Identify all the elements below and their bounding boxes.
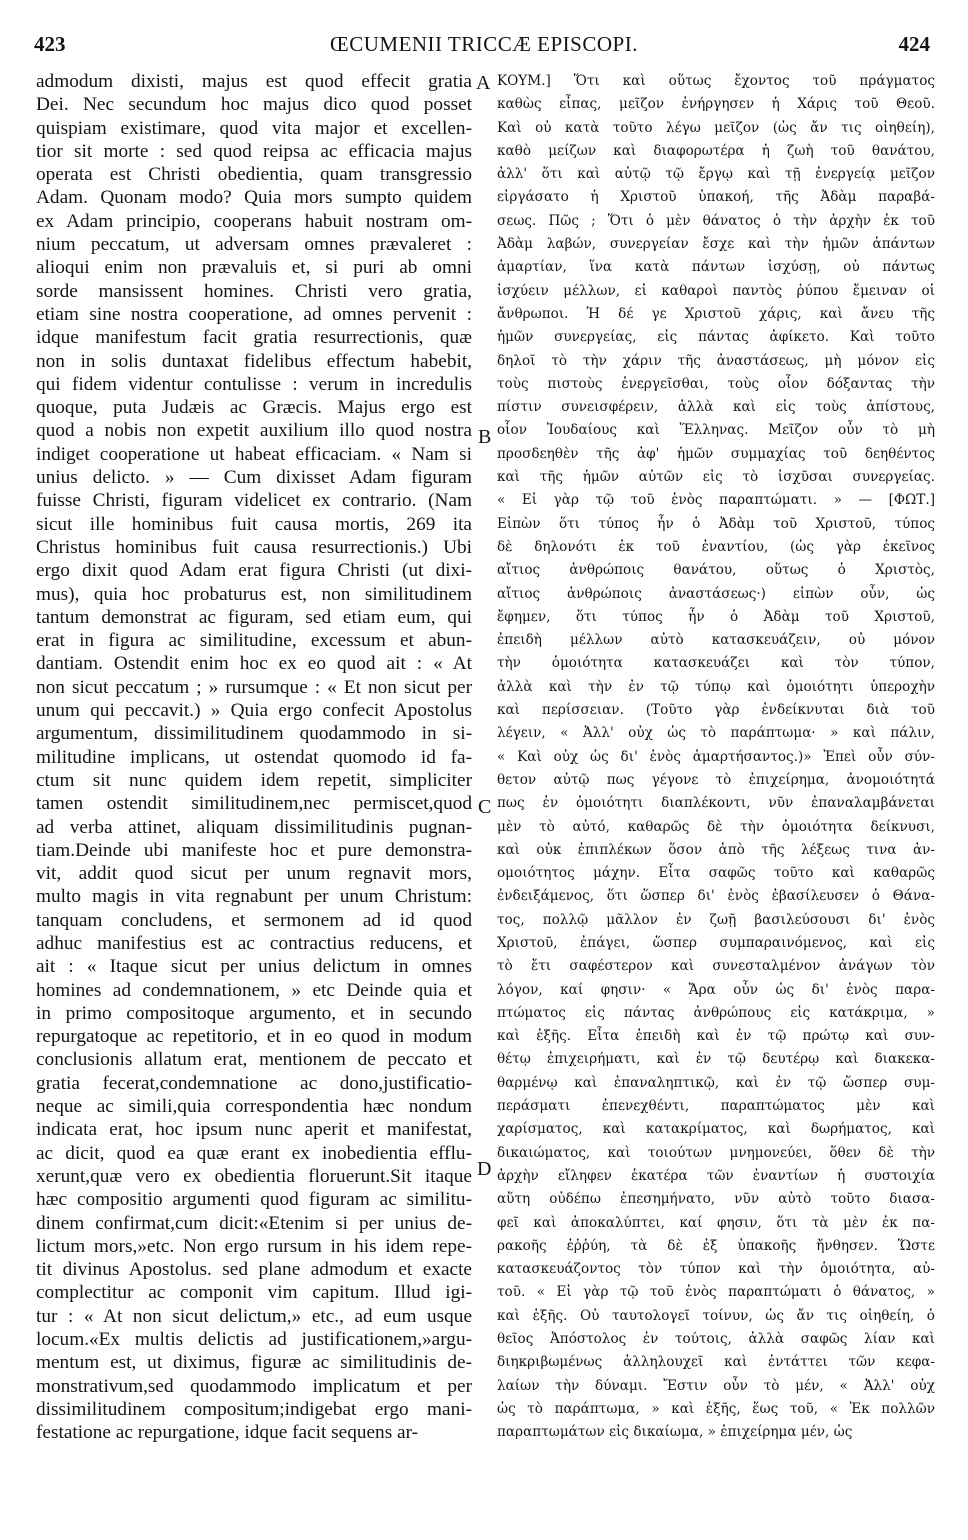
running-title: ŒCUMENII TRICCÆ EPISCOPI. bbox=[330, 32, 638, 56]
text-line: δηλοῖ τὸ τὴν χάριν τῆς ἀναστάσεως, μὴ μόνον εἰς bbox=[497, 352, 935, 369]
text-line: περάσματι ἐπενεχθέντι, παραπτώματος μὲν καὶ bbox=[497, 1098, 935, 1115]
text-line: θεῖος Ἀπόστολος ἐν τούτοις, ἀλλὰ σαφῶς λίαν καὶ bbox=[497, 1331, 935, 1348]
text-line: καθὼς εἶπας, μεῖζον ἐνήργησεν ἡ Χάρις τοῦ Θεοῦ. bbox=[497, 96, 935, 113]
text-line: xerunt,quæ vero ex obedientia floruerunt.Sit itaque bbox=[36, 1165, 472, 1187]
section-marker-b: B bbox=[478, 426, 492, 448]
text-line: Εἰπὼν ὅτι τύπος ἦν ὁ Ἀδὰμ τοῦ Χριστοῦ, τύπος bbox=[497, 515, 935, 532]
text-line: μὲν τὸ αὐτό, καθαρῶς δὲ τὴν ὁμοιότητα δείκνυσι, bbox=[497, 818, 935, 835]
text-line: qui fidem videntur contulisse : verum in incredulis bbox=[36, 373, 472, 395]
text-line: quispiam existimare, quod vita major et excellen- bbox=[36, 117, 472, 139]
text-line: tiam.Deinde ubi manifeste hoc et pure demonstra- bbox=[36, 839, 472, 861]
text-line: δικαιώματος, καὶ τοιούτων μνημονεύει, ὅθεν δὲ τὴν bbox=[497, 1144, 935, 1161]
text-line: non sicut peccatum ; » rursumque : « Et non sicut per bbox=[36, 676, 472, 698]
page-number-left: 423 bbox=[34, 32, 66, 56]
text-line: gratia fecerat,condemnatione ac dono,justificatio- bbox=[36, 1072, 472, 1094]
text-line: locum.«Ex multis delictis ad justificationem,»argu- bbox=[36, 1329, 472, 1351]
section-marker-c: C bbox=[478, 796, 492, 818]
text-line: dissimilitudinem compositum;indigebat ergo mani- bbox=[36, 1398, 472, 1420]
text-line: καὶ ἑξῆς. Εἶτα ἐπειδὴ καὶ ἐν τῷ πρώτῳ καὶ συν- bbox=[497, 1028, 935, 1045]
text-line: ἀλλ' ὅτι καὶ αὐτῷ τῷ ἔργῳ καὶ τῇ ἐνεργείᾳ μεῖζον bbox=[497, 166, 935, 183]
text-line: λαίων τὴν δύναμι. Ἔστιν οὖν τὸ μέν, « Ἀλλ' οὐχ bbox=[497, 1377, 935, 1394]
text-line: « Εἰ γὰρ τῷ τοῦ ἑνὸς παραπτώματι. » — [ΦΩΤ.] bbox=[497, 492, 935, 509]
text-line: ὡς τὸ παράπτωμα, » καὶ ἑξῆς, ἕως τοῦ, « Ἐκ πολλῶν bbox=[497, 1400, 935, 1417]
text-line: tanquam concludens, et sermonem ad id quod bbox=[36, 909, 472, 931]
text-line: sorde mansissent homines. Christi vero gratia, bbox=[36, 280, 472, 302]
text-line: τοῦ. « Εἰ γὰρ τῷ τοῦ ἑνὸς παραπτώματι ὁ θάνατος, » bbox=[497, 1284, 935, 1301]
text-line: ΚΟΥΜ.] Ὅτι καὶ οὕτως ἔχοντος τοῦ πράγματος bbox=[497, 73, 935, 89]
text-line: quod a nobis non expetit auxilium illo quod nostra bbox=[36, 420, 472, 442]
text-line: in primo compositoque argumento, et in secundo bbox=[36, 1002, 472, 1024]
text-line: ἁμαρτίαν, ἵνα κατὰ πάντων ἰσχύσῃ, οὐ πάντως bbox=[497, 259, 935, 276]
text-line: ctum sit nunc quidem idem repetit, simpliciter bbox=[36, 769, 472, 791]
text-line: complectitur ac componit vim capitum. Illud igi- bbox=[36, 1282, 472, 1304]
text-line: Καὶ οὐ κατὰ τοῦτο λέγω μεῖζον (ὡς ἄν τις οἰηθείη), bbox=[497, 119, 935, 136]
text-line: τος, πολλῷ μᾶλλον ἐν ζωῇ βασιλεύσουσι δι' ἑνὸς bbox=[497, 911, 935, 928]
text-line: admodum dixisti, majus est quod effecit gratia bbox=[36, 71, 472, 92]
text-line: indicata erat, hoc ipsum nunc aperit et manifestat, bbox=[36, 1119, 472, 1141]
text-line: etiam sine nostra cooperatione, ad omnes pervenit : bbox=[36, 303, 472, 325]
text-line: παραπτωμάτων εἰς δικαίωμα, » ἐπιχείρημα μέν, ὡς bbox=[497, 1424, 853, 1441]
text-line: Ἀδὰμ λαβών, συνεργείαν ἔσχε καὶ τὴν ἡμῶν ἁπάντων bbox=[497, 236, 935, 253]
text-line: λέγειν, « Ἀλλ' οὐχ ὡς τὸ παράπτωμα· » καὶ πάλιν, bbox=[497, 725, 935, 742]
text-line: σεως. Πῶς ; Ὅτι ὁ μὲν θάνατος ὁ τὴν ἀρχὴν ἐκ τοῦ bbox=[497, 212, 935, 229]
text-line: ἐνδειξάμενος, ὅτι ὥσπερ δι' ἑνὸς ἐβασίλευσεν ὁ Θάνα- bbox=[497, 888, 935, 905]
text-line: idque manifestum facit gratia resurrectionis, quæ bbox=[36, 327, 472, 349]
text-line: vit, addit quod sicut per unum regnavit mors, bbox=[36, 863, 472, 885]
text-line: οἷον Ἰουδαίους καὶ Ἕλληνας. Μεῖζον οὖν τὸ μὴ bbox=[497, 422, 935, 439]
text-line: ait : « Itaque sicut per unius delictum in omnes bbox=[36, 956, 472, 978]
text-line: monstrativum,sed quodammodo implicatum et per bbox=[36, 1375, 472, 1397]
text-line: dantiam. Ostendit enim hoc ex eo quod ait : « At bbox=[36, 653, 472, 675]
text-line: non in solis duntaxat fidelibus effectum habebit, bbox=[36, 350, 472, 372]
text-line: « Καὶ οὐχ ὡς δι' ἑνὸς ἁμαρτήσαντος.)» Ἐπεὶ οὖν σύν- bbox=[497, 748, 935, 765]
text-line: militudine implicans, ut ostendat quomodo id fa- bbox=[36, 746, 472, 768]
text-line: unum qui peccavit.) » Quia ergo confecit Apostolus bbox=[36, 700, 472, 722]
text-line: ἰσχύειν μέλλων, εἰ καθαροὶ παντὸς ῥύπου ἔμειναν οἱ bbox=[497, 282, 935, 299]
text-line: ex Adam principio, cooperans habuit nostram om- bbox=[36, 210, 472, 232]
text-line: tit divinus Apostolus. sed plane admodum et exacte bbox=[36, 1259, 472, 1281]
section-marker-d: D bbox=[477, 1158, 492, 1180]
text-line: erat in figura ac similitudine, excessum et abun- bbox=[36, 630, 472, 652]
text-line: δὲ δηλονότι ἐκ τοῦ ἐναντίου, (ὡς γὰρ ἐκεῖνος bbox=[497, 538, 935, 555]
text-line: θέτῳ ἐπιχειρήματι, καὶ ἐν τῷ δευτέρῳ καὶ διακεκα- bbox=[497, 1051, 935, 1068]
text-line: mentum est, ut diximus, figuræ ac similitudinis de- bbox=[36, 1352, 472, 1374]
text-line: ομοιότητος μάχην. Εἶτα σαφῶς τοῦτο καὶ καθαρῶς bbox=[497, 865, 935, 882]
text-line: neque ac simili,quia correspondentia hæc nondum bbox=[36, 1096, 472, 1118]
text-line: τὸ ἔτι σαφέστερον καὶ συνεσταλμένον ἀνάγων τὸν bbox=[497, 958, 935, 975]
text-line: argumentum, dissimilitudinem quodammodo in si- bbox=[36, 723, 472, 745]
text-line: multo magis in vita regnabunt per unum Christum: bbox=[36, 886, 472, 908]
text-line: διηκριβωμένως ἀλληλουχεῖ καὶ ἐντάττει τῶν κεφα- bbox=[497, 1354, 935, 1371]
text-line: tur : « At non sicut delictum,» etc., ad eum usque bbox=[36, 1305, 472, 1327]
text-line: tior sit morte : sed quod reipsa ac efficacia majus bbox=[36, 140, 472, 162]
text-line: πίστιν συνεισφέρειν, ἀλλὰ καὶ εἰς τοὺς ἀπίστους, bbox=[497, 399, 935, 416]
text-line: nium peccatum, ut adversam omnes prævaleret : bbox=[36, 234, 472, 256]
text-line: καὶ τῆς ἡμῶν αὐτῶν εἰς τὸ ἰσχῦσαι συνεργείας. bbox=[497, 469, 935, 486]
text-line: τὴν ὁμοιότητα κατασκευάζει καὶ τὸν τύπον, bbox=[497, 655, 935, 672]
text-line: indiget cooperatione ut habeat efficaciam. « Nam si bbox=[36, 443, 472, 465]
text-line: χαρίσματος, καὶ κατακρίματος, καὶ δωρήματος, καὶ bbox=[497, 1121, 935, 1138]
text-line: αἴτιος ἀνθρώποις ἀναστάσεως·) εἰπὼν οὖν, ὡς bbox=[497, 585, 935, 602]
text-line: ἄνθρωποι. Ἡ δέ γε Χριστοῦ χάρις, καὶ ἄνευ τῆς bbox=[497, 305, 935, 322]
text-line: καὶ οὐκ ἐπιπλέκων ὅσον ἀπὸ τῆς λέξεως τινα ἀν- bbox=[497, 841, 935, 858]
text-line: alioqui enim non prævaluis et, si puri ab omni bbox=[36, 257, 472, 279]
text-line: αὕτη οὐδέπω ἐπεσημήνατο, νῦν αὐτὸ τοῦτο διασα- bbox=[497, 1191, 935, 1208]
text-line: φεῖ καὶ ἀποκαλύπτει, καί φησιν, ὅτι τὰ μὲν ἐκ πα- bbox=[497, 1214, 935, 1231]
text-line: hæc compositio argumenti quod figuram ac similitu- bbox=[36, 1189, 472, 1211]
text-line: ἀρχὴν εἴληφεν ἑκατέρα τῶν ἐναντίων ἡ συστοιχία bbox=[497, 1167, 935, 1184]
text-line: dinem confirmat,cum dicit:«Etenim si per unius de- bbox=[36, 1212, 472, 1234]
text-line: τοὺς πιστοὺς ἐνεργεῖσθαι, τοὺς οἷον δόξαντας τὴν bbox=[497, 375, 935, 392]
text-line: tamen ostendit similitudinem,nec permiscet,quod bbox=[36, 793, 472, 815]
text-line: quoque, puta Judæis ac Græcis. Majus ergo est bbox=[36, 397, 472, 419]
text-line: mus), quia hoc probaturus est, non similitudinem bbox=[36, 583, 472, 605]
text-line: καὶ ἑξῆς. Οὐ ταυτολογεῖ τοίνυν, ὡς ἄν τις οἰηθείη, ὁ bbox=[497, 1307, 935, 1324]
text-line: sicut ille hominibus fuit causa mortis, 269 ita bbox=[36, 513, 472, 535]
text-line: ergo dixit quod Adam erat figura Christi (ut dixi- bbox=[36, 560, 472, 582]
text-line: αἴτιος ἀνθρώποις θανάτου, οὕτως ὁ Χριστὸς, bbox=[497, 562, 935, 579]
text-line: Adam. Quonam modo? Quia mors sumpto quidem bbox=[36, 187, 472, 209]
text-line: Christus hominibus fuit causa resurrectionis.) Ubi bbox=[36, 536, 472, 558]
text-line: unius delicto. » — Cum dixisset Adam figuram bbox=[36, 467, 472, 489]
text-line: tantum demonstrat ac figuram, sed etiam eum, qui bbox=[36, 606, 472, 628]
text-line: homines ad condemnationem, » etc Deinde quia et bbox=[36, 979, 472, 1001]
text-line: πως ἐν ὁμοιότητι διαπλέκοντι, νῦν ἐπαναλαμβάνεται bbox=[497, 795, 935, 812]
text-line: festatione ac repurgatione, idque facit sequens ar- bbox=[36, 1422, 419, 1444]
text-line: repurgatoque ac repetitorio, et in eo quod in modum bbox=[36, 1026, 472, 1048]
text-line: lictum mors,»etc. Non ergo rursum in his idem repe- bbox=[36, 1235, 472, 1257]
greek-column bbox=[497, 70, 935, 1445]
text-line: ἀλλὰ καὶ τὴν ἐν τῷ τύπῳ καὶ ὁμοιότητι ὑπεροχὴν bbox=[497, 678, 935, 695]
text-line: θαρμένῳ καὶ ἐπαναληπτικῷ, καὶ ἐν τῷ ὥσπερ συμ- bbox=[497, 1074, 935, 1091]
text-line: operata est Christi obedientia, quam transgressio bbox=[36, 164, 472, 186]
text-line: ρακοῆς ἐῤῥύη, τὰ δὲ ἐξ ὑπακοῆς ἤνθησεν. Ὥστε bbox=[497, 1237, 935, 1254]
text-line: προσδεηθὲν τῆς ἀφ' ἡμῶν συμμαχίας τοῦ δεηθέντος bbox=[497, 445, 935, 462]
latin-column bbox=[36, 70, 472, 1445]
text-line: ac dicit, quod ea quæ erant ex inobedientia efflu- bbox=[36, 1142, 472, 1164]
text-line: καὶ περίσσειαν. (Τοῦτο γὰρ ἐνδείκνυται διὰ τοῦ bbox=[497, 702, 935, 719]
text-line: adhuc manifestius est ac contractius reducens, et bbox=[36, 932, 472, 954]
text-line: ἔφημεν, ὅτι τύπος ἦν ὁ Ἀδὰμ τοῦ Χριστοῦ, bbox=[497, 608, 935, 625]
text-line: θετον αὐτῷ πως γέγονε τὸ ἐπιχείρημα, ἀνομοιότητά bbox=[497, 771, 935, 788]
section-marker-a: A bbox=[476, 72, 491, 94]
text-line: κατασκευάζοντος τὸν τύπον καὶ τὴν ὁμοιότητα, αὐ- bbox=[497, 1261, 935, 1278]
text-line: ἡμῶν συνεργείας, εἰς πάντας ἀφίκετο. Καὶ τοῦτο bbox=[497, 329, 935, 346]
text-line: conclusionis allatum erat, mentionem de peccato et bbox=[36, 1049, 472, 1071]
text-line: ad verba attinet, aliquam dissimilitudinis pugnan- bbox=[36, 816, 472, 838]
text-line: ἐπειδὴ μέλλων αὐτὸ κατασκευάζειν, οὐ μόνον bbox=[497, 632, 935, 649]
text-line: πτώματος εἰς πάντας ἀνθρώπους εἰς κατάκριμα, » bbox=[497, 1004, 935, 1021]
text-line: εἰργάσατο ἡ Χριστοῦ ὑπακοή, τῆς Ἀδὰμ παραβά- bbox=[497, 189, 935, 206]
text-line: Dei. Nec secundum hoc majus dico quod posset bbox=[36, 94, 472, 116]
page-number-right: 424 bbox=[898, 32, 930, 56]
text-line: καθὸ μείζων καὶ διαφορωτέρα ἡ ζωὴ τοῦ θανάτου, bbox=[497, 142, 935, 159]
text-line: λόγον, καί φησιν· « Ἄρα οὖν ὡς δι' ἑνὸς παρα- bbox=[497, 981, 935, 998]
text-line: Χριστοῦ, ἐπάγει, ὥσπερ συμπαραινόμενος, καὶ εἰς bbox=[497, 934, 935, 951]
text-line: fuisse Christi, figuram videlicet ex contrario. (Nam bbox=[36, 490, 472, 512]
